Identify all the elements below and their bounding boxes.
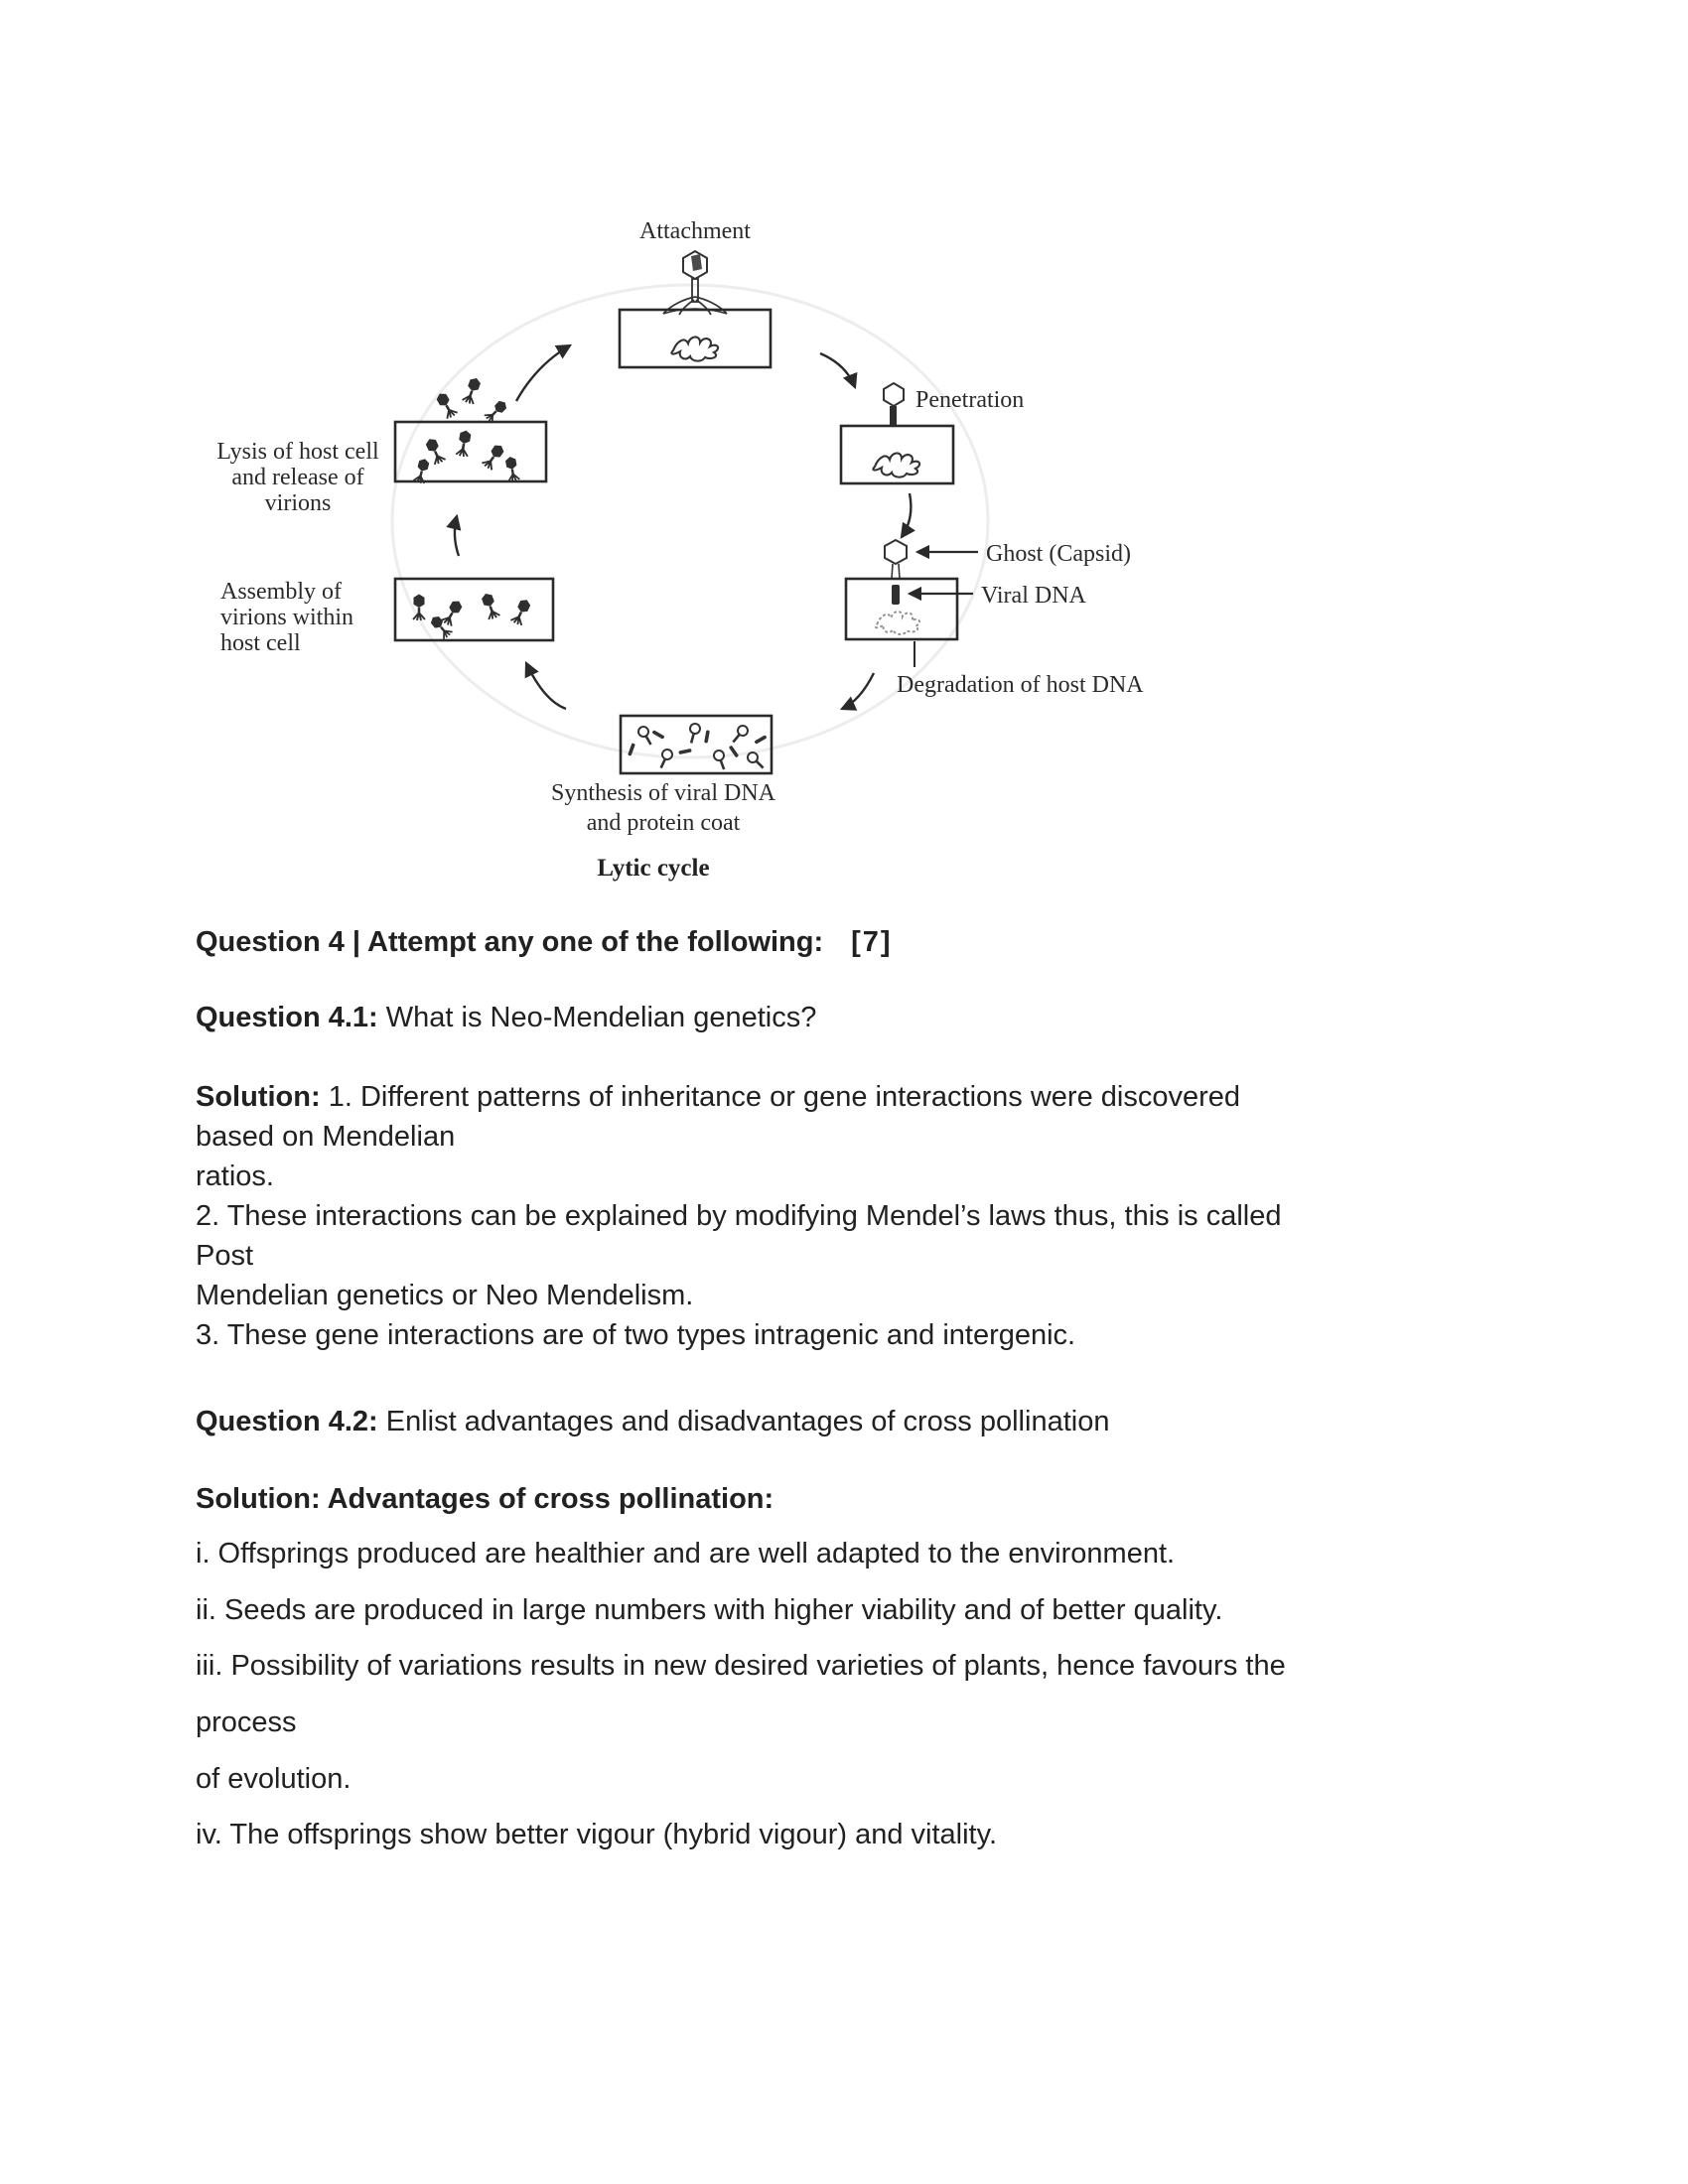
question-4-heading — [196, 922, 1586, 962]
label-synthesis-line2: and protein coat — [586, 810, 741, 836]
lytic-cycle-figure — [0, 0, 1688, 903]
question-4-2 — [196, 1402, 1586, 1441]
ghost-capsid-icon — [885, 540, 907, 579]
label-ghost-capsid: Ghost (Capsid) — [986, 541, 1131, 567]
label-lysis-line1: Lysis of host cell — [216, 439, 379, 465]
advantage-item-i: i. Offsprings produced are healthier and are well adapted to the environment. — [196, 1538, 1176, 1570]
assembly-contents — [413, 592, 532, 639]
arrow-attachment-to-penetration — [820, 353, 855, 387]
label-lysis-line2: and release of — [231, 465, 364, 490]
question-4-2-label: Question 4.2: — [196, 1406, 378, 1437]
solution-4-1-line: 2. These interactions can be explained by modifying Mendel’s laws thus, this is called — [196, 1200, 1282, 1232]
question-4-heading-text: Question 4 | Attempt any one of the following: — [196, 926, 824, 958]
question-4-1 — [196, 998, 1586, 1037]
label-assembly-line1: Assembly of — [220, 579, 342, 605]
solution-4-1-line: Mendelian genetics or Neo Mendelism. — [196, 1280, 694, 1311]
solution-4-1-line: based on Mendelian — [196, 1121, 456, 1153]
host-dna-attachment — [671, 337, 718, 360]
figure-title-lytic-cycle: Lytic cycle — [597, 855, 710, 882]
label-lysis-line3: virions — [264, 490, 332, 516]
question-4-1-label: Question 4.1: — [196, 1002, 378, 1033]
solution-4-1-line: Post — [196, 1240, 254, 1272]
phage-penetration-icon — [884, 383, 904, 427]
label-assembly-line2: virions within — [220, 605, 354, 630]
solution-4-1-line: 1. Different patterns of inheritance or gene interactions were discovered — [328, 1081, 1241, 1113]
arrow-penetration-to-ghost — [902, 493, 911, 537]
label-degradation-host-dna: Degradation of host DNA — [897, 672, 1144, 698]
viral-dna-icon — [892, 585, 900, 605]
degraded-host-dna — [876, 612, 919, 634]
question-4-1-text: What is Neo-Mendelian genetics? — [385, 1002, 817, 1033]
advantage-item-ii: ii. Seeds are produced in large numbers with higher viability and of better quality. — [196, 1594, 1223, 1626]
host-dna-penetration — [873, 453, 919, 477]
arrow-to-assembly — [526, 663, 566, 709]
advantage-item-iii-process: process — [196, 1706, 297, 1738]
label-viral-dna: Viral DNA — [981, 583, 1086, 609]
solution-4-1-label: Solution: — [196, 1081, 321, 1113]
solution-4-1-line: 3. These gene interactions are of two types intragenic and intergenic. — [196, 1319, 1076, 1351]
advantage-item-iv: iv. The offsprings show better vigour (hybrid vigour) and vitality. — [196, 1819, 998, 1850]
arrow-lysis-to-attachment — [516, 345, 570, 401]
arrow-assembly-to-lysis — [455, 516, 459, 556]
question-4-2-text: Enlist advantages and disadvantages of cross pollination — [385, 1406, 1110, 1437]
advantage-item-iii-evolution: of evolution. — [196, 1763, 352, 1795]
label-attachment: Attachment — [639, 218, 751, 244]
solution-4-1 — [196, 1077, 1586, 1355]
lysis-contents — [413, 376, 519, 484]
host-cell-penetration — [841, 426, 953, 483]
solution-4-2-heading: Solution: Advantages of cross pollination: — [196, 1483, 774, 1515]
question-4-marks: [7] — [851, 926, 893, 958]
arrow-to-synthesis — [842, 673, 874, 709]
label-penetration: Penetration — [915, 387, 1025, 413]
phage-attachment-icon — [663, 251, 727, 315]
label-assembly-line3: host cell — [220, 630, 301, 656]
host-cell-viral-dna — [846, 579, 957, 639]
label-synthesis-line1: Synthesis of viral DNA — [551, 780, 775, 806]
host-cell-attachment — [620, 310, 771, 367]
host-cell-lysis — [395, 422, 546, 481]
synthesis-contents — [628, 723, 767, 771]
advantage-item-iii: iii. Possibility of variations results in new desired varieties of plants, hence favours the — [196, 1650, 1286, 1682]
solution-4-1-line: ratios. — [196, 1160, 274, 1192]
